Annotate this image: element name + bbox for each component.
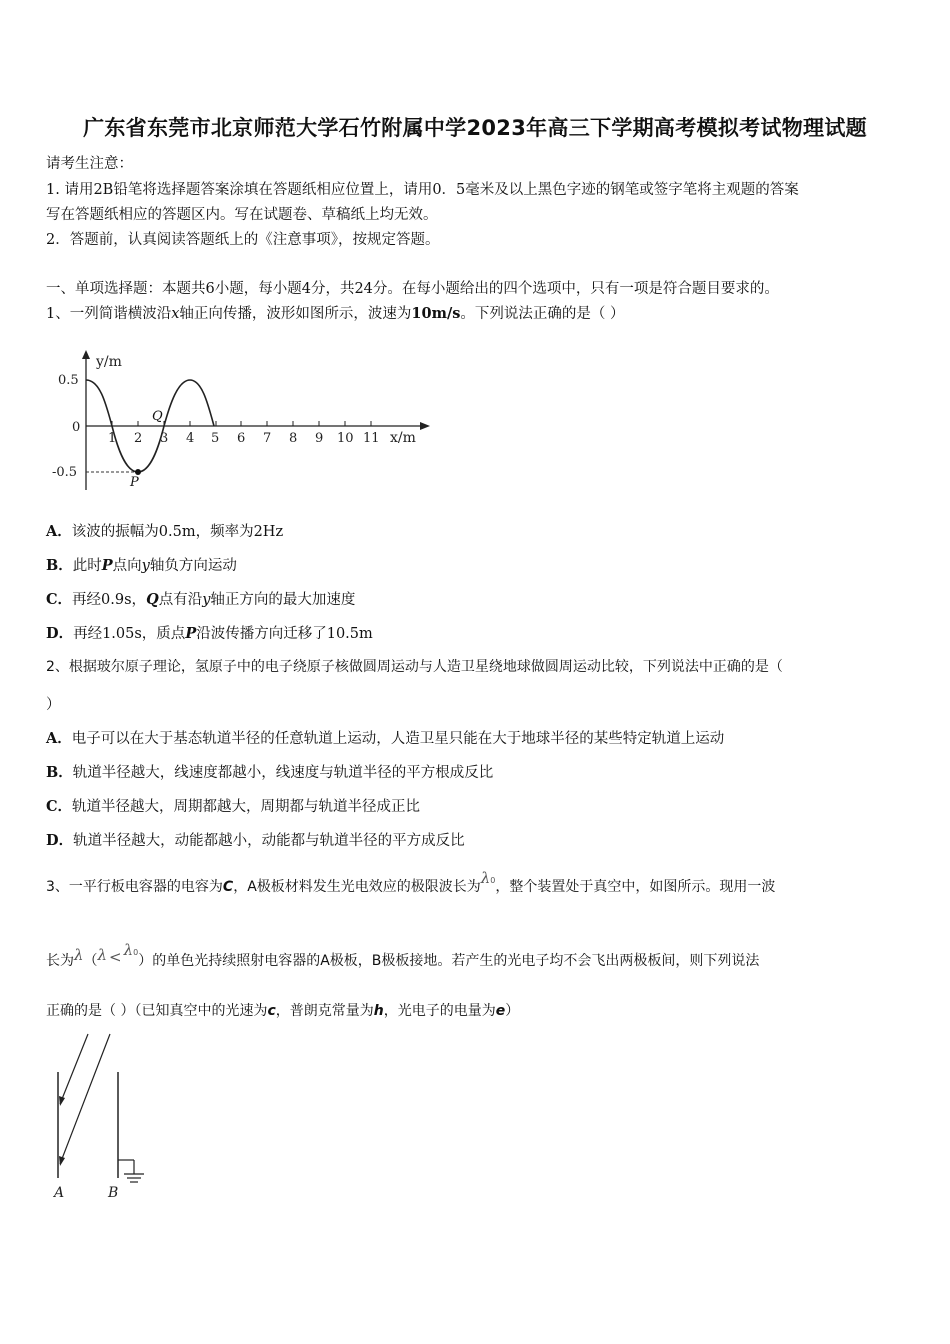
option-letter: C． xyxy=(46,591,73,608)
option-text: 该波的振幅为0.5m，频率为2Hz xyxy=(71,524,284,540)
x-ticks xyxy=(112,421,371,426)
notice-item-1-line-1: 1. 请用2B铅笔将选择题答案涂填在答题纸相应位置上，请用0．5毫米及以上黑色字迹的钢笔或签字笔将主观题的答案 xyxy=(46,182,799,198)
option-letter: B． xyxy=(46,764,73,781)
q3-text: ，A极板材料发生光电效应的极限波长为 xyxy=(233,879,481,895)
q3-text: ，光电子的电量为 xyxy=(383,1003,496,1019)
x-tick-label: 4 xyxy=(186,431,195,446)
y-tick-label: 0.5 xyxy=(58,373,79,388)
q2-option-a xyxy=(46,727,724,748)
option-symbol: y xyxy=(202,592,211,608)
lambda-subscript: 0 xyxy=(133,948,139,957)
notice-item-2: 2．答题前，认真阅读答题纸上的《注意事项》，按规定答题。 xyxy=(46,232,440,248)
q3-line-2 xyxy=(46,941,760,970)
capacitor-diagram xyxy=(46,1030,166,1205)
q3-text: ）的单色光持续照射电容器的A极板，B极板接地。若产生的光电子均不会飞出两极板间，则下列说法 xyxy=(138,953,760,969)
notice-item-1-line-2: 写在答题纸相应的答题区内。写在试题卷、草稿纸上均无效。 xyxy=(46,207,438,223)
x-axis-arrow xyxy=(420,422,430,430)
lambda-subscript: 0 xyxy=(490,876,496,885)
x-tick-label: 8 xyxy=(289,431,298,446)
wave-graph xyxy=(50,348,440,493)
light-ray-1-arrow xyxy=(59,1096,65,1106)
section-heading: 一、单项选择题：本题共6小题，每小题4分，共24分。在每小题给出的四个选项中，只有一项是符合题目要求的。 xyxy=(46,281,779,297)
q1-stem-text-2: 轴正向传播，波形如图所示，波速为 xyxy=(179,306,412,322)
q3-text: （ xyxy=(83,953,98,969)
option-letter: D． xyxy=(46,832,74,849)
option-text: 点向 xyxy=(112,558,142,574)
point-q-label: Q xyxy=(152,409,163,424)
light-ray-2 xyxy=(60,1034,110,1164)
q1-stem-text-3: 。下列说法正确的是（ ） xyxy=(460,306,625,322)
lambda-symbol: λ xyxy=(97,946,108,964)
y-axis-arrow xyxy=(82,350,90,359)
plate-a-label: A xyxy=(54,1185,65,1201)
x-tick-label: 7 xyxy=(263,431,272,446)
option-letter: B． xyxy=(46,557,73,574)
point-p-label: P xyxy=(130,475,139,490)
option-letter: A． xyxy=(46,523,72,540)
option-text: 轴负方向运动 xyxy=(149,558,237,574)
q3-text: 长为 xyxy=(46,953,74,969)
option-symbol: P xyxy=(185,625,197,642)
x-tick-label: 1 xyxy=(108,431,117,446)
light-ray-1 xyxy=(60,1034,88,1104)
q3-text: ，普朗克常量为 xyxy=(275,1003,374,1019)
q1-stem-x: x xyxy=(171,306,180,322)
option-text: 轨道半径越大，周期都越大，周期都与轨道半径成正比 xyxy=(72,799,421,815)
x-axis-label: x/m xyxy=(390,430,416,446)
q1-option-c xyxy=(46,588,355,609)
x-tick-label: 10 xyxy=(337,431,354,446)
q3-symbol: h xyxy=(373,1003,384,1019)
q3-symbol: c xyxy=(267,1003,276,1019)
option-text: 电子可以在大于基态轨道半径的任意轨道上运动，人造卫星只能在大于地球半径的某些特定轨道上运动 xyxy=(71,731,725,747)
option-text: 再经0.9s， xyxy=(72,592,147,608)
q3-text: 正确的是（ ）（已知真空中的光速为 xyxy=(46,1003,268,1019)
option-symbol: Q xyxy=(146,591,159,608)
option-letter: D． xyxy=(46,625,74,642)
q1-option-a xyxy=(46,520,283,541)
x-tick-label: 3 xyxy=(160,431,169,446)
q3-symbol: e xyxy=(495,1003,506,1019)
q1-stem xyxy=(46,302,625,323)
option-symbol: y xyxy=(141,558,150,574)
option-text: 沿波传播方向迁移了10.5m xyxy=(196,626,373,642)
q3-symbol-c: C xyxy=(222,879,234,895)
option-letter: A． xyxy=(46,730,72,747)
q2-option-d xyxy=(46,829,465,850)
x-tick-label: 11 xyxy=(363,431,380,446)
q1-option-d xyxy=(46,622,373,643)
option-text: 此时 xyxy=(72,558,102,574)
lambda-symbol: λ xyxy=(74,946,84,964)
q1-stem-text: 1、一列简谐横波沿 xyxy=(46,306,172,322)
q3-line-3 xyxy=(46,1000,519,1020)
page-title: 广东省东莞市北京师范大学石竹附属中学2023年高三下学期高考模拟考试物理试题 xyxy=(83,116,867,140)
q1-option-b xyxy=(46,554,237,575)
option-text: 点有沿 xyxy=(158,592,203,608)
plate-b-label: B xyxy=(108,1185,119,1201)
y-tick-label: 0 xyxy=(72,420,81,435)
light-ray-2-arrow xyxy=(59,1156,65,1166)
q3-text: 3、一平行板电容器的电容为 xyxy=(46,879,223,895)
y-tick-label: -0.5 xyxy=(52,465,78,480)
q3-text: ，整个装置处于真空中，如图所示。现用一波 xyxy=(495,879,776,895)
q3-line-1 xyxy=(46,869,776,896)
lambda-symbol: λ xyxy=(480,869,491,887)
x-tick-label: 5 xyxy=(211,431,220,446)
q2-stem-line-2: ） xyxy=(46,697,61,713)
x-tick-label: 2 xyxy=(134,431,143,446)
less-than-symbol: < xyxy=(109,948,122,966)
lambda-symbol: λ xyxy=(123,941,134,959)
q1-stem-speed: 10m/s xyxy=(411,305,461,322)
option-text: 轨道半径越大，线速度都越小，线速度与轨道半径的平方根成反比 xyxy=(72,765,494,781)
x-tick-label: 6 xyxy=(237,431,246,446)
x-tick-label: 9 xyxy=(315,431,324,446)
q2-option-b xyxy=(46,761,493,782)
y-axis-label: y/m xyxy=(96,354,122,370)
option-text: 再经1.05s，质点 xyxy=(73,626,186,642)
q3-text: ） xyxy=(505,1003,520,1019)
option-text: 轴正方向的最大加速度 xyxy=(210,592,356,608)
q2-option-c xyxy=(46,795,420,816)
option-letter: C． xyxy=(46,798,73,815)
option-symbol: P xyxy=(101,557,113,574)
notice-heading: 请考生注意： xyxy=(46,156,133,172)
q2-stem-line-1: 2、根据玻尔原子理论，氢原子中的电子绕原子核做圆周运动与人造卫星绕地球做圆周运动比较，下列说法中正确的是（ xyxy=(46,659,783,675)
option-text: 轨道半径越大，动能都越小，动能都与轨道半径的平方成反比 xyxy=(73,833,465,849)
